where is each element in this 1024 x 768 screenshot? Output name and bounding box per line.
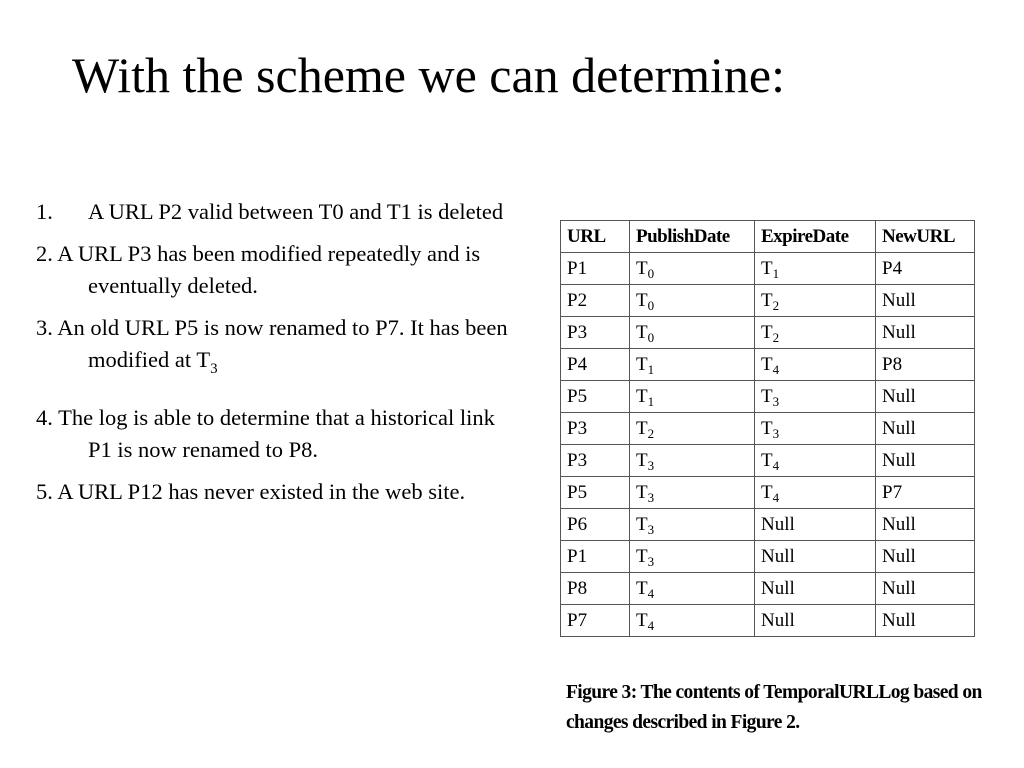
- cell-new-url: Null: [876, 573, 975, 605]
- cell-url: P3: [561, 317, 630, 349]
- header-new-url: NewURL: [876, 221, 975, 253]
- cell-url: P5: [561, 381, 630, 413]
- cell-publish-date-base: T: [636, 449, 648, 471]
- cell-expire-date-subscript: 4: [772, 361, 780, 377]
- cell-publish-date-subscript: 3: [647, 521, 655, 537]
- point-2-text: 2. A URL P3 has been modified repeatedly and is eventually deleted.: [36, 241, 481, 298]
- point-1: [36, 196, 516, 228]
- table-row: [561, 413, 975, 445]
- slide-title: With the scheme we can determine:: [72, 47, 785, 103]
- cell-publish-date-subscript: 3: [647, 489, 655, 505]
- cell-url: P3: [561, 413, 630, 445]
- table-row: [561, 445, 975, 477]
- cell-expire-date: [755, 541, 876, 573]
- cell-publish-date: [630, 573, 755, 605]
- cell-url: P5: [561, 477, 630, 509]
- point-2: [36, 238, 516, 302]
- cell-expire-date: [755, 605, 876, 637]
- cell-publish-date-base: T: [636, 577, 648, 599]
- cell-new-url: Null: [876, 317, 975, 349]
- cell-expire-date-base: T: [761, 481, 773, 503]
- cell-expire-date-base: Null: [761, 577, 795, 599]
- cell-new-url: Null: [876, 285, 975, 317]
- cell-publish-date-base: T: [636, 417, 648, 439]
- cell-expire-date-base: T: [761, 257, 773, 279]
- cell-expire-date-subscript: 3: [772, 425, 780, 441]
- table-row: [561, 381, 975, 413]
- cell-expire-date-subscript: 1: [772, 265, 780, 281]
- cell-new-url: P7: [876, 477, 975, 509]
- cell-expire-date-base: T: [761, 289, 773, 311]
- cell-expire-date-base: Null: [761, 609, 795, 631]
- cell-url: P7: [561, 605, 630, 637]
- table-header-row: [561, 221, 975, 253]
- cell-publish-date-base: T: [636, 609, 648, 631]
- header-expire-date: ExpireDate: [755, 221, 876, 253]
- point-1-number: 1.: [36, 199, 53, 224]
- cell-expire-date-base: T: [761, 385, 773, 407]
- point-list: [36, 196, 516, 518]
- table-row: [561, 541, 975, 573]
- table-row: [561, 605, 975, 637]
- cell-expire-date-base: Null: [761, 545, 795, 567]
- cell-expire-date-base: T: [761, 417, 773, 439]
- cell-publish-date: [630, 605, 755, 637]
- cell-url: P6: [561, 509, 630, 541]
- point-4: [36, 402, 516, 466]
- cell-publish-date-base: T: [636, 513, 648, 535]
- cell-expire-date: [755, 445, 876, 477]
- cell-publish-date-subscript: 3: [647, 457, 655, 473]
- cell-expire-date-subscript: 3: [772, 393, 780, 409]
- point-3-subscript: 3: [210, 361, 218, 377]
- cell-new-url: Null: [876, 413, 975, 445]
- point-3: [36, 312, 516, 376]
- cell-publish-date-subscript: 0: [647, 297, 655, 313]
- cell-expire-date: [755, 509, 876, 541]
- cell-expire-date-base: Null: [761, 513, 795, 535]
- cell-publish-date: [630, 317, 755, 349]
- cell-url: P2: [561, 285, 630, 317]
- cell-publish-date-subscript: 4: [647, 617, 655, 633]
- table-row: [561, 477, 975, 509]
- cell-new-url: Null: [876, 605, 975, 637]
- cell-publish-date-base: T: [636, 385, 648, 407]
- table-row: [561, 509, 975, 541]
- cell-url: P8: [561, 573, 630, 605]
- cell-publish-date: [630, 253, 755, 285]
- cell-expire-date: [755, 573, 876, 605]
- point-1-text: A URL P2 valid between T0 and T1 is deleted: [88, 199, 504, 224]
- cell-url: P3: [561, 445, 630, 477]
- cell-publish-date-subscript: 0: [647, 265, 655, 281]
- cell-publish-date: [630, 509, 755, 541]
- cell-expire-date-base: T: [761, 449, 773, 471]
- figure-caption: Figure 3: The contents of TemporalURLLog based on changes described in Figure 2.: [566, 682, 982, 733]
- cell-publish-date: [630, 445, 755, 477]
- cell-publish-date-base: T: [636, 353, 648, 375]
- cell-new-url: P8: [876, 349, 975, 381]
- table-row: [561, 317, 975, 349]
- cell-expire-date: [755, 381, 876, 413]
- header-url: URL: [561, 221, 630, 253]
- cell-publish-date: [630, 349, 755, 381]
- cell-url: P1: [561, 541, 630, 573]
- cell-expire-date: [755, 285, 876, 317]
- cell-url: P4: [561, 349, 630, 381]
- cell-publish-date-base: T: [636, 257, 648, 279]
- temporal-url-log-table: [560, 220, 975, 637]
- cell-expire-date-subscript: 2: [772, 297, 780, 313]
- cell-new-url: Null: [876, 509, 975, 541]
- cell-publish-date-subscript: 4: [647, 585, 655, 601]
- cell-expire-date-subscript: 4: [772, 457, 780, 473]
- cell-publish-date: [630, 285, 755, 317]
- cell-publish-date: [630, 477, 755, 509]
- table-row: [561, 253, 975, 285]
- cell-new-url: P4: [876, 253, 975, 285]
- point-5: [36, 476, 516, 508]
- cell-url: P1: [561, 253, 630, 285]
- cell-new-url: Null: [876, 381, 975, 413]
- cell-publish-date-base: T: [636, 289, 648, 311]
- cell-publish-date-subscript: 2: [647, 425, 655, 441]
- cell-publish-date-base: T: [636, 481, 648, 503]
- cell-expire-date-subscript: 2: [772, 329, 780, 345]
- point-4-text: 4. The log is able to determine that a historical link P1 is now renamed to P8.: [36, 405, 495, 462]
- table-row: [561, 349, 975, 381]
- cell-expire-date: [755, 317, 876, 349]
- cell-expire-date-base: T: [761, 353, 773, 375]
- table-body: [561, 253, 975, 637]
- cell-new-url: Null: [876, 541, 975, 573]
- table-row: [561, 285, 975, 317]
- cell-expire-date: [755, 477, 876, 509]
- cell-expire-date-subscript: 4: [772, 489, 780, 505]
- cell-publish-date-subscript: 3: [647, 553, 655, 569]
- cell-expire-date: [755, 413, 876, 445]
- cell-expire-date: [755, 253, 876, 285]
- cell-new-url: Null: [876, 445, 975, 477]
- cell-publish-date-subscript: 1: [647, 361, 655, 377]
- cell-publish-date: [630, 413, 755, 445]
- cell-publish-date-base: T: [636, 321, 648, 343]
- cell-publish-date: [630, 381, 755, 413]
- cell-publish-date-subscript: 0: [647, 329, 655, 345]
- cell-publish-date-subscript: 1: [647, 393, 655, 409]
- cell-expire-date: [755, 349, 876, 381]
- cell-publish-date-base: T: [636, 545, 648, 567]
- cell-expire-date-base: T: [761, 321, 773, 343]
- point-5-text: 5. A URL P12 has never existed in the web site.: [36, 479, 466, 504]
- cell-publish-date: [630, 541, 755, 573]
- point-3-text: 3. An old URL P5 is now renamed to P7. It has been modified at T: [36, 315, 508, 372]
- header-publish-date: PublishDate: [630, 221, 755, 253]
- table-row: [561, 573, 975, 605]
